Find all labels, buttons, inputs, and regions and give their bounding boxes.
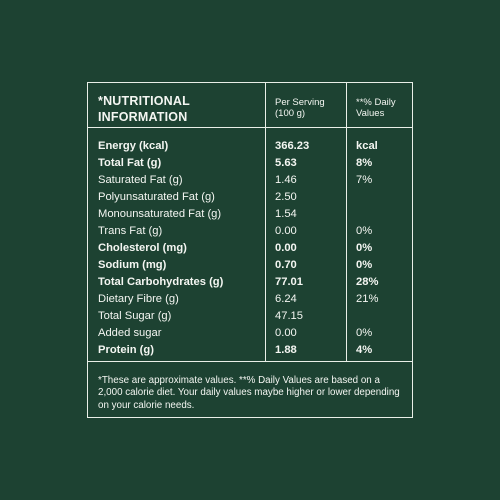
nutrient-value: 5.63 xyxy=(275,157,297,169)
table-row xyxy=(88,155,412,171)
nutrient-label: Saturated Fat (g) xyxy=(98,174,183,186)
nutrient-label: Trans Fat (g) xyxy=(98,225,163,237)
nutrient-label: Monounsaturated Fat (g) xyxy=(98,208,222,220)
title-line-2: INFORMATION xyxy=(98,110,188,124)
table-row xyxy=(88,172,412,188)
title-line-1: *NUTRITIONAL xyxy=(98,94,190,108)
nutrient-label: Added sugar xyxy=(98,327,162,339)
nutrient-value: 77.01 xyxy=(275,276,303,288)
nutrient-value: 1.54 xyxy=(275,208,297,220)
nutrient-daily-value: 0% xyxy=(356,327,373,339)
nutrition-table xyxy=(87,82,413,418)
footnote: *These are approximate values. **% Daily Values are based on a 2,000 calorie diet. Your daily values maybe higher or lower depending on your calorie needs. xyxy=(98,375,400,411)
nutrient-value: 0.00 xyxy=(275,327,297,339)
nutrient-label: Total Sugar (g) xyxy=(98,310,172,322)
nutrient-value: 366.23 xyxy=(275,140,310,152)
nutrient-label: Energy (kcal) xyxy=(98,140,169,152)
nutrient-label: Dietary Fibre (g) xyxy=(98,293,179,305)
nutrient-daily-value: 0% xyxy=(356,242,373,254)
nutrient-label: Protein (g) xyxy=(98,344,154,356)
nutrient-daily-value: 28% xyxy=(356,276,379,288)
nutrient-value: 0.70 xyxy=(275,259,297,271)
nutrient-label: Sodium (mg) xyxy=(98,259,167,271)
table-row xyxy=(88,308,412,324)
table-row xyxy=(88,223,412,239)
nutrient-label: Total Fat (g) xyxy=(98,157,162,169)
nutrient-label: Cholesterol (mg) xyxy=(98,242,187,254)
nutrient-value: 0.00 xyxy=(275,225,297,237)
table-row xyxy=(88,138,412,154)
per-serving-line-1: Per Serving xyxy=(275,97,325,108)
nutrient-value: 47.15 xyxy=(275,310,303,322)
nutrient-daily-value: 7% xyxy=(356,174,373,186)
nutrient-daily-value: 8% xyxy=(356,157,373,169)
nutrient-daily-value: 21% xyxy=(356,293,379,305)
nutrient-value: 6.24 xyxy=(275,293,297,305)
nutrient-daily-value: 0% xyxy=(356,259,373,271)
nutrient-daily-value: 4% xyxy=(356,344,373,356)
nutrient-daily-value: 0% xyxy=(356,225,373,237)
daily-value-line-1: **% Daily xyxy=(356,97,396,108)
daily-value-header xyxy=(356,97,396,119)
table-title xyxy=(98,93,190,125)
table-row xyxy=(88,291,412,307)
table-row xyxy=(88,342,412,358)
table-row xyxy=(88,189,412,205)
nutrient-label: Total Carbohydrates (g) xyxy=(98,276,224,288)
table-row xyxy=(88,325,412,341)
per-serving-line-2: (100 g) xyxy=(275,108,306,119)
header-divider xyxy=(88,127,412,128)
nutrient-value: 1.88 xyxy=(275,344,297,356)
table-row xyxy=(88,257,412,273)
daily-value-line-2: Values xyxy=(356,108,385,119)
nutrient-value: 2.50 xyxy=(275,191,297,203)
nutrient-label: Polyunsaturated Fat (g) xyxy=(98,191,215,203)
per-serving-header xyxy=(275,97,325,119)
table-row xyxy=(88,240,412,256)
nutrient-daily-value: kcal xyxy=(356,140,378,152)
nutrient-value: 1.46 xyxy=(275,174,297,186)
table-row xyxy=(88,274,412,290)
table-row xyxy=(88,206,412,222)
footnote-divider xyxy=(88,361,412,362)
nutrient-value: 0.00 xyxy=(275,242,297,254)
